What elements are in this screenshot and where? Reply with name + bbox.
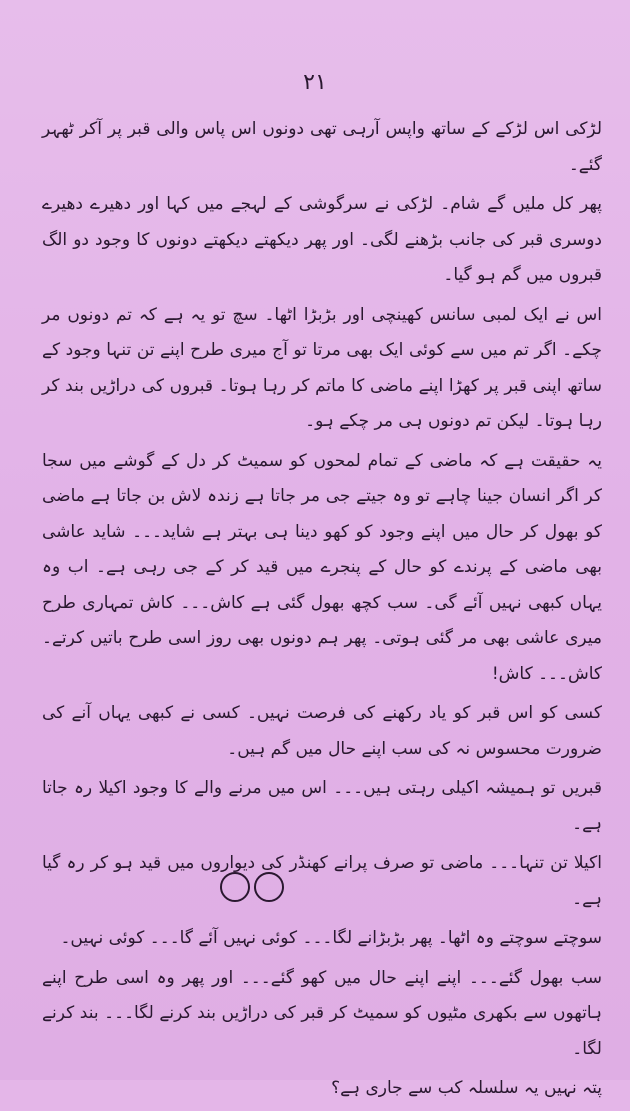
paragraph: یہ حقیقت ہے کہ ماضی کے تمام لمحوں کو سمیٹ کر دل کے گوشے میں سجا کر اگر انسان جینا چاہے تو وہ جیتے جی مر جاتا ہے زندہ لاش بن جاتا ہے ماضی کو بھول کر حال میں اپنے وجود کو کھو دینا ہی بہتر ہے شاید۔۔۔ شاید عاشی بھی ماضی کے پرندے کو حال کے پنجرے میں قید کر کے جی رہی ہے۔ اب وہ یہاں کبھی نہیں آئے گی۔ سب کچھ بھول گئی ہے کاش۔۔۔ کاش تمہاری طرح میری عاشی بھی مر گئی ہوتی۔ پھر ہم دونوں بھی روز اسی طرح باتیں کرتے۔ کاش۔۔۔ کاش! (42, 450, 602, 684)
paragraph: سب بھول گئے۔۔۔ اپنے اپنے حال میں کھو گئے۔۔۔ اور پھر وہ اسی طرح اپنے ہاتھوں سے بکھری مٹیوں کو سمیٹ کر قبر کی دراڑیں بند کرنے لگا۔۔۔ بند کرنے لگا۔ (42, 967, 602, 1059)
paragraph: پھر کل ملیں گے شام۔ لڑکی نے سرگوشی کے لہجے میں کہا اور دھیرے دھیرے دوسری قبر کی جانب بڑھنے لگی۔ اور پھر دیکھتے دیکھتے دونوں کا وجود دو الگ قبروں میں گم ہو گیا۔ (42, 194, 602, 285)
paragraph: اس نے ایک لمبی سانس کھینچی اور بڑبڑا اٹھا۔ سچ تو یہ ہے کہ تم دونوں مر چکے۔ اگر تم میں سے کوئی ایک بھی مرتا تو آج میری طرح اپنے تن تنہا وجود کے ساتھ اپنی قبر پر کھڑا اپنے ماضی کا ماتم کر رہا ہوتا۔ قبروں کی دراڑیں بند کر رہا ہوتا۔ لیکن تم دونوں ہی مر چکے ہو۔ (42, 304, 602, 431)
end-of-story-marks (220, 872, 284, 902)
paragraph: سوچتے سوچتے وہ اٹھا۔ پھر بڑبڑانے لگا۔۔۔ کوئی نہیں آئے گا۔۔۔ کوئی نہیں۔ (60, 928, 602, 948)
circle-ornament-icon (254, 872, 284, 902)
paragraph: لڑکی اس لڑکے کے ساتھ واپس آرہی تھی دونوں اس پاس والی قبر پر آکر ٹھہر گئے۔ (42, 119, 602, 175)
closing-line: پتہ نہیں یہ سلسلہ کب سے جاری ہے؟ (331, 1078, 602, 1098)
paragraph: کسی کو اس قبر کو یاد رکھنے کی فرصت نہیں۔ کسی نے کبھی یہاں آنے کی ضرورت محسوس نہ کی سب اپنے حال میں گم ہیں۔ (42, 703, 602, 759)
circle-ornament-icon (220, 872, 250, 902)
paragraph: اکیلا تن تنہا۔۔۔ ماضی تو صرف پرانے کھنڈر کی دیواروں میں قید ہو کر رہ گیا ہے۔ (42, 853, 602, 909)
story-text (42, 112, 602, 1111)
paragraph: قبریں تو ہمیشہ اکیلی رہتی ہیں۔۔۔ اس میں مرنے والے کا وجود اکیلا رہ جاتا ہے۔ (42, 778, 602, 834)
page-number: ۲۱ (303, 70, 327, 95)
